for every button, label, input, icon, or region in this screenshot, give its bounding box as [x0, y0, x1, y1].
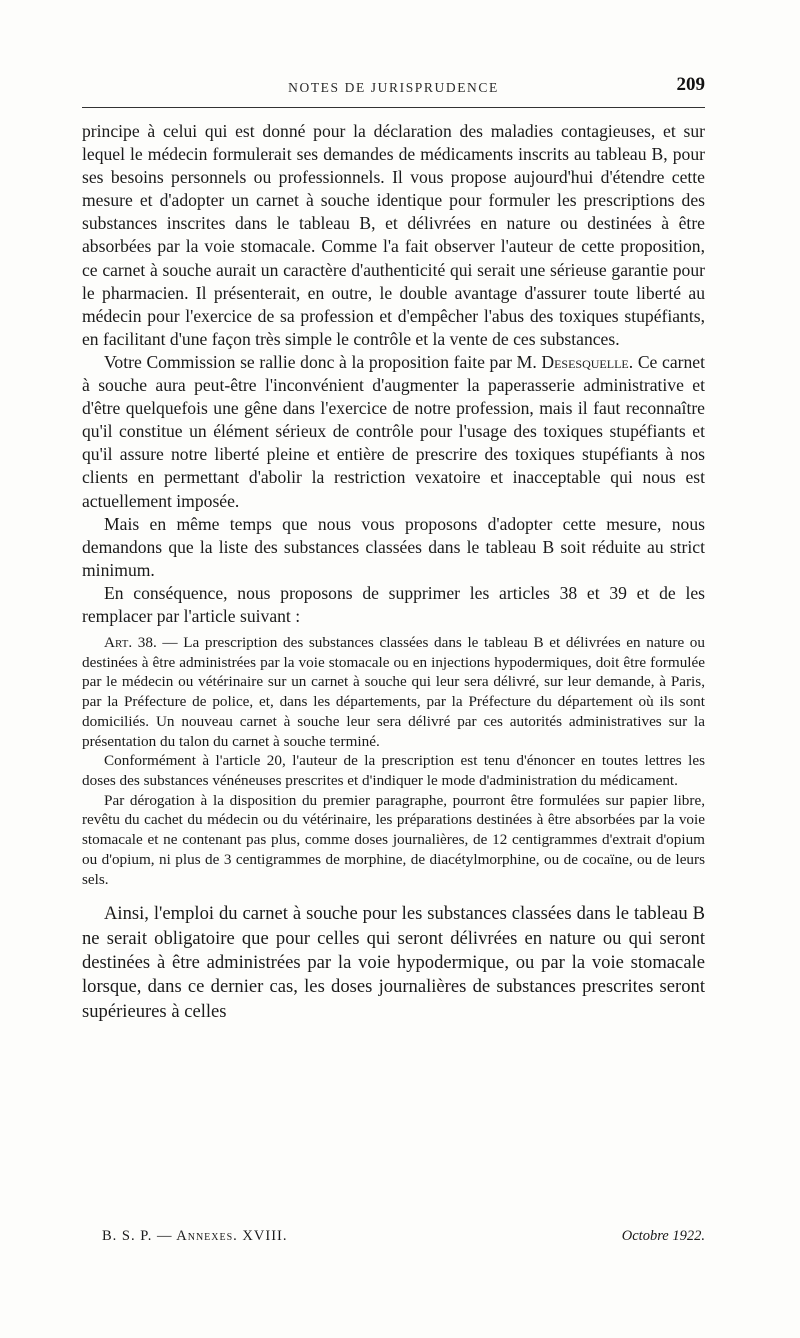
- issue-date: Octobre 1922.: [621, 1228, 705, 1244]
- paragraph-3: Mais en même temps que nous vous proposons d'adopter cette mesure, nous demandons que la liste des substances classées dans le tableau B soit réduite au strict minimum.: [82, 513, 705, 580]
- running-title: NOTES DE JURISPRUDENCE: [288, 80, 499, 95]
- paragraph-2-end: . Ce carnet à souche aura peut-être l'inconvénient d'augmenter la paperasserie administrative et d'être quelquefois une gêne dans l'exercice de notre profession, mais il faut reconnaître qu'il constitue un élément sérieux de contrôle pour l'usage des toxiques stupéfiants et qu'il assure notre liberté pleine et entière de prescrire des toxiques stupéfiants à nos clients en permettant d'abolir la restriction vexatoire et inacceptable qui nous est actuellement imposée.: [82, 351, 705, 511]
- paragraph-1: principe à celui qui est donné pour la déclaration des maladies contagieuses, et sur lequel le médecin formulerait ses demandes de médicaments inscrits au tableau B, pour ses besoins personnels ou professionnels. Il vous propose aujourd'hui d'étendre cette mesure et d'adopter un carnet à souche identique pour formuler les prescriptions des substances inscrites dans le tableau B, et délivrées en nature ou destinées à être absorbées par la voie stomacale. Comme l'a fait observer l'auteur de cette proposition, ce carnet à souche aurait un caractère d'authenticité qui serait une sérieuse garantie pour le pharmacien. Il présenterait, en outre, le double avantage d'assurer toute liberté au médecin pour l'exercice de sa profession et d'empêcher l'abus des toxiques stupéfiants, en facilitant d'une façon très simple le contrôle et la vente de ces substances.: [82, 121, 705, 349]
- journal-reference: B. S. P. — Annexes. XVIII.: [102, 1228, 288, 1244]
- page-footer: [82, 1228, 705, 1250]
- paragraph-4: En conséquence, nous proposons de supprimer les articles 38 et 39 et de les remplacer par l'article suivant :: [82, 582, 705, 626]
- body-text: [82, 120, 705, 1024]
- page-number: 209: [676, 74, 705, 95]
- article-paragraph-2: Conformément à l'article 20, l'auteur de la prescription est tenu d'énoncer en toutes lettres les doses des substances vénéneuses prescrites et d'indiquer le mode d'administration du médicament.: [82, 752, 705, 789]
- header-rule: [82, 107, 705, 108]
- page-header: [82, 72, 705, 102]
- article-label: Art. 38.: [104, 634, 157, 652]
- paragraph-2: [82, 351, 705, 513]
- author-name: Desesquelle: [541, 351, 629, 372]
- article-paragraph-3: Par dérogation à la disposition du premier paragraphe, pourront être formulées sur papier libre, revêtu du cachet du médecin ou du vétérinaire, les préparations destinées à être absorbées par la voie stomacale et ne contenant pas plus, comme doses journalières, de 12 centigrammes d'extrait d'opium ou d'opium, ni plus de 3 centigrammes de morphine, de diacétylmorphine, ou de cocaïne, ou de leurs sels.: [82, 791, 705, 888]
- article-38-block: [82, 633, 705, 889]
- paragraph-2-start: Votre Commission se rallie donc à la proposition faite par M.: [104, 351, 542, 372]
- article-paragraph-1: [82, 633, 705, 751]
- article-paragraph-1-text: — La prescription des substances classées dans le tableau B et délivrées en nature ou destinées à être administrées par la voie stomacale ou en injections hypodermiques, doit être formulée par le médecin ou vétérinaire sur un carnet à souche qui leur sera délivré, sur leur demande, à Paris, par la Préfecture de police, et, dans les départements, par la Préfecture du département où ils sont domiciliés. Un nouveau carnet à souche leur sera délivré par ces autorités administratives sur la présentation du talon du carnet à souche terminé.: [82, 634, 705, 750]
- conclusion-block: [82, 902, 705, 1024]
- conclusion-paragraph: Ainsi, l'emploi du carnet à souche pour les substances classées dans le tableau B ne serait obligatoire que pour celles qui seront délivrées en nature ou qui seront destinées à être administrées par la voie hypodermique, ou par la voie stomacale lorsque, dans ce dernier cas, les doses journalières de substances prescrites seront supérieures à celles: [82, 903, 705, 1022]
